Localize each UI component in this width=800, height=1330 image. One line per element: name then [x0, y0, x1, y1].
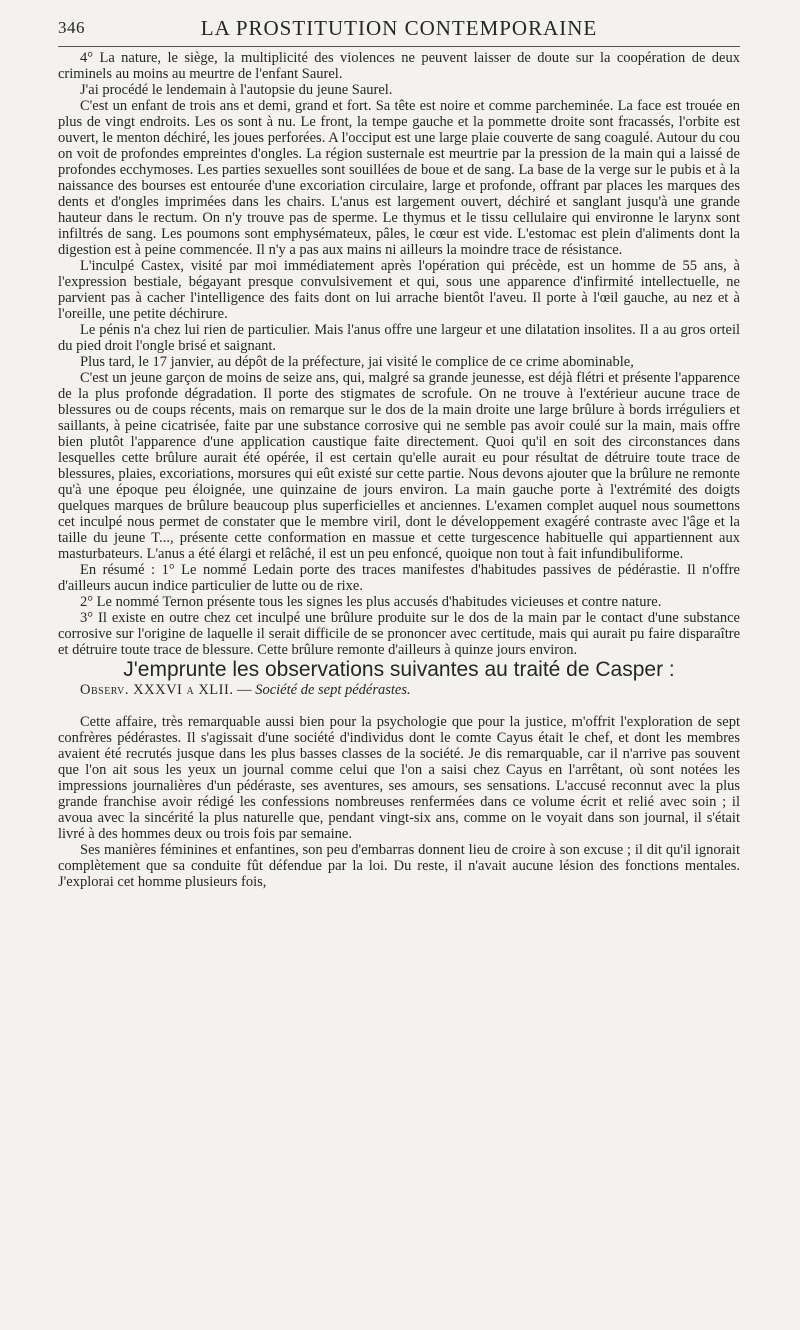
paragraph-castex: L'inculpé Castex, visité par moi immédiatement après l'opération qui précède, est un homme de 55 ans, à l'expression bestiale, bégayant presque convulsivement et qui, sous une apparence d'infirmité intellectuelle, ne parvient pas à cacher l'intelligence des faits dont on lui arrache bientôt l'aveu. Il porte à l'œil gauche, au nez et à l'oreille, une petite déchirure.: [58, 258, 740, 322]
paragraph-autopsy-findings: C'est un enfant de trois ans et demi, grand et fort. Sa tête est noire et comme parcheminée. La face est trouée en plus de vingt endroits. Les os sont à nu. Le front, la tempe gauche et la pommette droite sont fracassés, l'orbite est ouvert, le menton déchiré, les joues perforées. A l'occiput est une large plaie couverte de sang coagulé. Autour du cou on voit de profondes empreintes d'ongles. La région susternale est meurtrie par la pression de la main qui a laissé de profondes ecchymoses. Les parties sexuelles sont souillées de boue et de sang. La base de la verge sur le pubis et à la naissance des bourses est entourée d'une excoriation circulaire, large et profonde, offrant par places les marques des dents et d'ongles imprimées dans les chairs. L'anus est largement ouvert, déchiré et sanglant jusqu'à une grande hauteur dans le rectum. On n'y trouve pas de sperme. Le thymus et le tissu cellulaire qui environne le larynx sont infiltrés de sang. Les poumons sont emphysémateux, pâles, le cœur est vide. L'estomac est plein d'aliments dont la digestion est à peine commencée. Il n'y a pas aux mains ni ailleurs la moindre trace de résistance.: [58, 98, 740, 258]
running-title: LA PROSTITUTION CONTEMPORAINE: [200, 16, 598, 40]
page-body: [58, 50, 740, 890]
paragraph-castex-anus: Le pénis n'a chez lui rien de particulier. Mais l'anus offre une largeur et une dilatation insolites. Il a au gros orteil du pied droit l'ongle brisé et saignant.: [58, 322, 740, 354]
paragraph-autopsy-intro: J'ai procédé le lendemain à l'autopsie du jeune Saurel.: [80, 82, 393, 98]
observation-title: [58, 682, 740, 698]
observation-label: Observ. XXXVI a XLII.: [80, 682, 234, 698]
paragraph-accomplice-intro: Plus tard, le 17 janvier, au dépôt de la préfecture, jai visité le complice de ce crime abominable,: [80, 354, 634, 370]
running-head: [58, 14, 740, 40]
paragraph-cayus-manners: Ses manières féminines et enfantines, son peu d'embarras donnent lieu de croire à son excuse ; il dit qu'il ignorait complètement que sa conduite fût défendue par la loi. Du reste, il n'avait aucune lésion des fonctions mentales. J'explorai cet homme plusieurs fois,: [58, 842, 740, 890]
paragraph-accomplice-exam: C'est un jeune garçon de moins de seize ans, qui, malgré sa grande jeunesse, est déjà flétri et présente l'apparence de la plus profonde dégradation. Il porte des stigmates de scrofule. On ne trouve à l'extérieur aucune trace de blessures ou de coups récents, mais on remarque sur le dos de la main droite une large brûlure à bords irréguliers et saillants, à peine cicatrisée, faite par une substance corrosive qui ne semble pas avoir coulé sur la main, mais offre bien plutôt l'apparence d'une application caustique faite directement. Quoi qu'il en soit des circonstances dans lesquelles cette brûlure aurait été opérée, il est certain qu'elle aurait eu pour résultat de détruire toute trace de blessures, plaies, excoriations, morsures qui eût existé sur cette partie. Nous devons ajouter que la brûlure ne remonte qu'à une époque peu éloignée, une quinzaine de jours environ. La main gauche porte à l'extrémité des doigts quelques marques de brûlure beaucoup plus superficielles et anciennes. L'examen complet auquel nous soumettons cet inculpé nous permet de constater que le membre viril, dont le développement exagéré contraste avec l'âge et la taille du jeune T..., présente cette conformation en massue et cette turgescence habituelle qui appartiennent aux masturbateurs. L'anus a été élargi et relâché, il est un peu enfoncé, quoique non tout à fait infundibuliforme.: [58, 370, 740, 562]
paragraph-summary-2: 2° Le nommé Ternon présente tous les signes les plus accusés d'habitudes vicieuses et contre nature.: [80, 594, 662, 610]
observation-subtitle: Société de sept pédérastes.: [255, 682, 411, 698]
paragraph-summary-3: 3° Il existe en outre chez cet inculpé une brûlure produite sur le dos de la main par le contact d'une substance corrosive sur l'origine de laquelle il serait difficile de se prononcer avec certitude, mais qui aurait pu faire disparaître et détruire toute trace de blessure. Cette brûlure remonte d'ailleurs à quinze jours environ.: [58, 610, 740, 658]
page-number: 346: [58, 18, 85, 37]
section-heading: J'emprunte les observations suivantes au traité de Casper :: [123, 658, 675, 681]
paragraph-conclusion-4: 4° La nature, le siège, la multiplicité des violences ne peuvent laisser de doute sur la coopération de deux criminels au moins au meurtre de l'enfant Saurel.: [58, 50, 740, 82]
header-rule: [58, 46, 740, 47]
paragraph-cayus-affair: Cette affaire, très remarquable aussi bien pour la psychologie que pour la justice, m'offrit l'exploration de sept confrères pédérastes. Il s'agissait d'une société d'individus dont le comte Cayus était le chef, et dont les membres avaient été recrutés jusque dans les plus basses classes de la société. Je dis remarquable, car il n'arrive pas souvent que l'on ait sous les yeux un journal comme celui que l'on a saisi chez Cayus en l'arrêtant, où sont notées les impressions journalières d'un pédéraste, ses aventures, ses amours, ses sensations. L'accusé reconnut avec la plus grande franchise avoir rédigé les confessions nombreuses renfermées dans ce volume écrit et relié avec soin ; il avoua avec la sincérité la plus naturelle que, pendant vingt-six ans, comme on le voyait dans son journal, il s'était livré à des hommes deux ou trois fois par semaine.: [58, 714, 740, 842]
paragraph-summary-1: En résumé : 1° Le nommé Ledain porte des traces manifestes d'habitudes passives de pédérastie. Il n'offre d'ailleurs aucun indice particulier de lutte ou de rixe.: [58, 562, 740, 594]
observation-dash: —: [233, 682, 256, 698]
